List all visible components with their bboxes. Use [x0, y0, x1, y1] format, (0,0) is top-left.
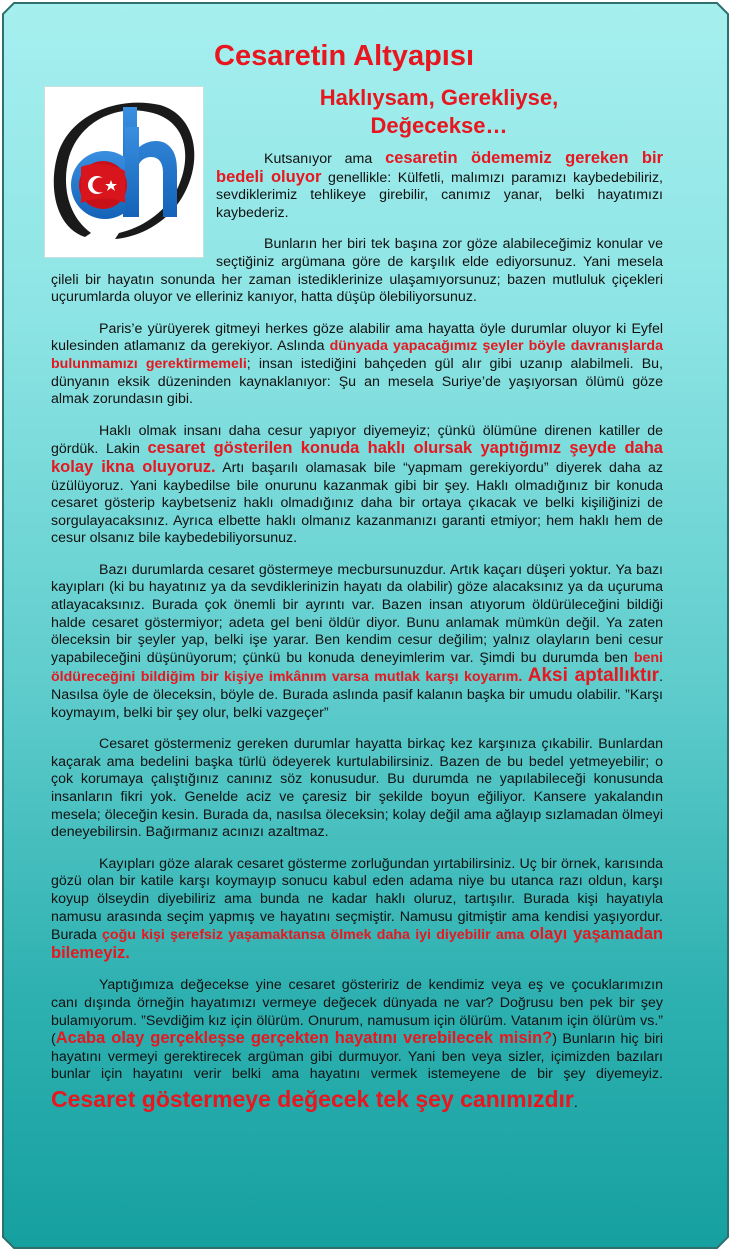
text-run: Bazı durumlarda cesaret göstermeye mecbursunuzdur. Artık kaçarı düşeri yoktur. Ya bazı kayıpları (ki bu hayatınız ya da sevdiklerinizin hayatı da olabilir) göze alacaksınız ya da uçuruma atlayacaksınız. Burada çok önemli bir ayrıntı var. Bazen insan atıyorum öldürüleceğini bildiği halde cesaret göstermiyor; adeta gel beni öldür diyor. Bunu anlamak mümkün değil. Ya zaten öleceksin bir şeyler yap, belki işe yarar. Ben kendim cesur değilim; yalnız olayların beni cesur yapabileceğini düşünüyorum; çünkü bu konuda deneyimlerim var. Şimdi bu durumda ben — [51, 561, 663, 666]
paragraph-5 — [51, 562, 663, 722]
logo-float-spacer — [51, 150, 216, 260]
paragraph-7 — [51, 856, 663, 964]
highlight-text: Cesaret göstermeye değecek tek şey canımızdır — [51, 1085, 574, 1112]
text-run: Haklı olmak insanı daha cesur yapıyor diyemeyiz; çünkü ölümüne direnen katiller de gördük. Lakin — [51, 422, 663, 458]
paragraph-4 — [51, 423, 663, 548]
text-run: genellikle: Külfetli, malımızı paramızı kaybedebiliriz, sevdiklerimiz tehlikeye girebilir, canımız yanar, belki hayatımızı kaybederiz. — [216, 169, 663, 221]
subtitle-line-1: Haklıysam, Gerekliyse, — [319, 85, 559, 110]
highlight-text: beni öldüreceğini bildiğim bir kişiye imkânım varsa mutlak karşı koyarım. — [51, 649, 663, 686]
text-run: Paris’e yürüyerek gitmeyi herkes göze alabilir ama hayatta öyle durumlar oluyor ki Eyfel kulesinden atlamanız da gerekiyor. Aslında — [51, 320, 663, 355]
page-subtitle — [276, 84, 602, 140]
paragraph-6 — [51, 736, 663, 842]
text-run: Artı başarılı olamasak bile “yapmam gerekiyordu” diyerek daha az üzülüyoruz. Yani kaybedilse bile onurunu kazanmak gibi bir şey. Haklı olmadığınız bir konuda cesaret gösterip kaybetseniz haklı olmadığınız daha bir ortaya çıkacak ve belki kişiliğinizi de sorgulayacaksınız. Ayrıca elbette haklı olmanız kazanmanızı garanti etmiyor; hem haklı hem de cesur olsanız bile kaybedebiliyorsunuz. — [51, 459, 663, 547]
article-body — [51, 150, 663, 1128]
text-run: Bunların her biri tek başına zor göze alabileceğimiz konular ve seçtiğiniz argümana göre de karşılık elde ediyorsunuz. Yani mesela çileli bir hayatın sonunda her zaman istediklerinize ulaşamıyorsunuz; bazen mutluluk çiçekleri uçurumlarda oluyor ve elleriniz kanıyor, hatta düşüp ölebiliyorsunuz. — [51, 236, 663, 306]
subtitle-line-2: Değecekse… — [370, 113, 508, 138]
highlight-text: Acaba olay gerçekleşse gerçekten hayatını verebilecek misin? — [55, 1029, 553, 1048]
highlight-text: cesaret gösterilen konuda haklı olursak yaptığımız şeyde daha kolay ikna oluyoruz. — [51, 439, 663, 476]
highlight-text: cesaretin ödememiz gereken bir bedeli oluyor — [216, 149, 663, 186]
highlight-text: Aksi aptallıktır — [527, 665, 660, 687]
text-run: ; insan istediğini bahçeden gül alır gibi uzanıp alabilmeli. Bu, dünyanın eksik düzeninden kaynaklanıyor: Şu an mesela Suriye’de yaşıyorsan ölümü göze almak zorundasın gibi. — [51, 355, 663, 408]
highlight-text: çoğu kişi şerefsiz yaşamaktansa ölmek daha iyi diyebilir ama — [102, 927, 525, 944]
text-run: Kutsanıyor ama — [264, 151, 386, 167]
text-run: Yaptığımıza değecekse yine cesaret gösteririz de kendimiz veya eş ve çocuklarımızın canı dışında örneğin hayatımızı vermeye değecek dünyada ne var? Doğrusu ben pek bir şey bulamıyorum. ”Sevdiğim kız için ölürüm. Onurum, namusum için ölürüm. Vatanım için ölürüm vs.” ( — [51, 977, 663, 1048]
highlight-text: dünyada yapacağımız şeyler böyle davranışlarda bulunmamızı gerektirmemeli — [51, 338, 663, 372]
highlight-text: olayı yaşamadan bilemeyiz. — [51, 925, 663, 962]
paragraph-3 — [51, 321, 663, 409]
text-run: . Nasılsa öyle de öleceksin, böyle de. Burada aslında pasif kalanın başka bir umudu olabilir. ”Karşı koymayım, belki bir şey olur, belki vazgeçer” — [51, 669, 664, 721]
text-run: Cesaret göstermeniz gereken durumlar hayatta birkaç kez karşınıza çıkabilir. Bunlardan kaçarak ama bedelini başka türlü ödeyerek kurtulabilirsiniz. Bazen de bu bedel yetmeyebilir; o çok korumaya çalıştığınız canınız söz konusudur. Bu durumda ne yapılabileceği konusunda insanların fikri yok. Genelde aciz ve çaresiz bir şekilde boyun eğiliyor. Kansere yakalandın mesela; öleceğin kesin. Burada da, nasılsa öleceksin; kolay değil ama ağlayıp sızlamadan ölmeyi deneyebilirsin. Bağırmanız acınızı azaltmaz. — [51, 736, 663, 841]
text-run: ) Bunların hiç biri hayatını vermeyi gerektirecek argüman gibi durmuyor. Yani ben veya sizler, içimizden bazıları bunlar için hayatını verir belki ama hayatını vermek istemeyene de bir şey diyemeyiz. — [51, 1031, 663, 1083]
paragraph-8 — [51, 977, 663, 1114]
text-run: . — [573, 1094, 578, 1111]
text-run: Kayıpları göze alarak cesaret gösterme zorluğundan yırtabilirsiniz. Uç bir örnek, karısında gözü olan bir katile karşı koymayıp sonucu kabul eden adama niye bu utanca razı oldun, karşı koyup ölseydin diyebiliriz ama bunda ne kadar haklı oluruz, tartışılır. Burada kişi hayatıyla namusu arasında seçim yapmış ve hayatını seçmiştir. Namusu gitmiştir ama kendisi yaşıyordur. Burada — [51, 855, 663, 944]
page-title: Cesaretin Altyapısı — [214, 40, 475, 72]
